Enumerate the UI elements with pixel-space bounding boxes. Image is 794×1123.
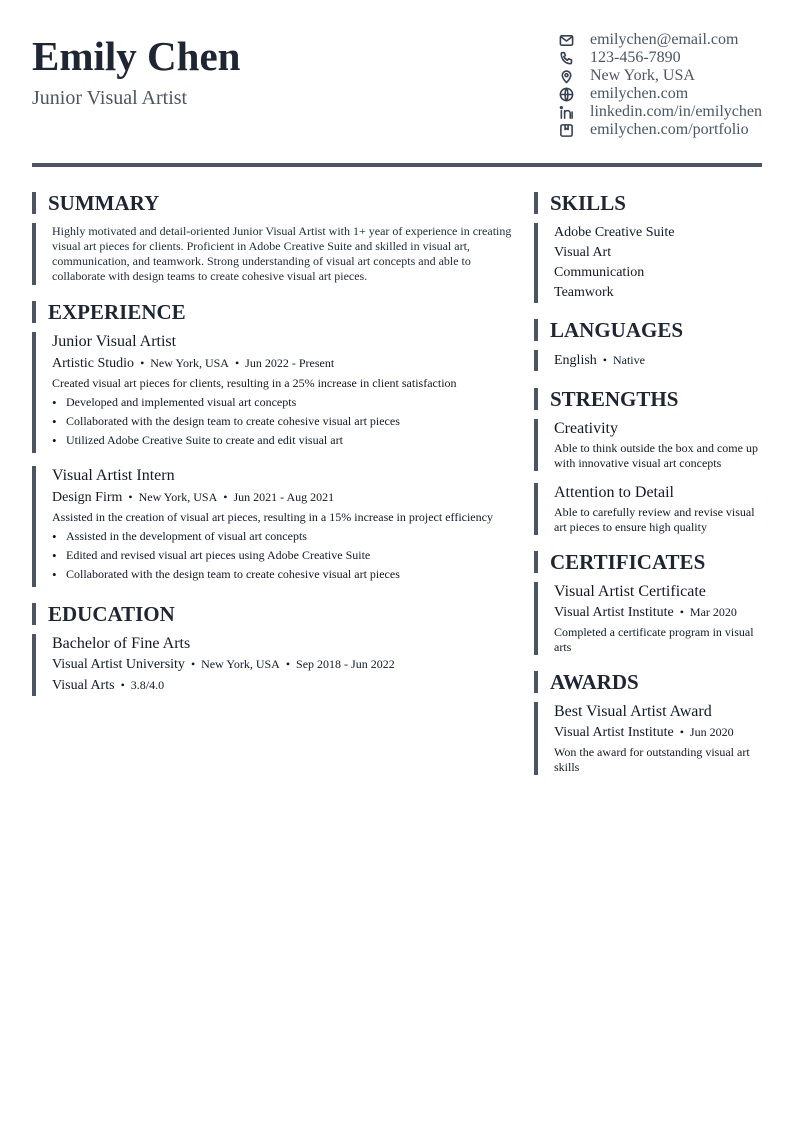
contact-linkedin[interactable]: [557, 103, 762, 121]
language-name: English: [554, 353, 597, 368]
skill-item: Adobe Creative Suite: [554, 225, 675, 240]
separator-dot: •: [140, 356, 145, 370]
separator-dot: •: [602, 353, 607, 367]
company-name: Design Firm: [52, 490, 123, 505]
section-heading: STRENGTHS: [534, 388, 762, 410]
language-level: Native: [612, 353, 645, 367]
list-item: • Edited and revised visual art pieces using Adobe Creative Suite: [52, 546, 512, 565]
education-meta: [52, 654, 512, 675]
resume-page: [32, 0, 762, 774]
job-location: New York, USA: [138, 490, 218, 504]
summary-text: Highly motivated and detail-oriented Junior Visual Artist with 1+ year of experience in creating visual art pieces for clients. Proficient in Adobe Creative Suite and skilled in visual art, communication, and teamwork. Strong understanding of visual art concepts and able to collaborate with design teams to create cohesive visual art pieces.: [52, 224, 512, 283]
education-item: [32, 634, 512, 696]
strength-description: Able to carefully review and revise visual art pieces to ensure high quality: [554, 505, 755, 534]
strength-item: [534, 419, 762, 471]
language-row: [554, 350, 762, 371]
experience-section: [32, 301, 512, 587]
main-column: [32, 192, 512, 696]
award-description: Won the award for outstanding visual art skills: [554, 745, 750, 774]
skill-item: Teamwork: [554, 285, 614, 300]
award-issuer: Visual Artist Institute: [554, 725, 674, 740]
skill-item: Communication: [554, 265, 645, 280]
separator-dot: •: [190, 657, 196, 671]
degree-title: Bachelor of Fine Arts: [52, 635, 191, 652]
section-heading: EXPERIENCE: [32, 301, 512, 323]
award-item: [534, 702, 762, 775]
candidate-name: Emily Chen: [32, 33, 241, 79]
strength-title: Creativity: [554, 420, 618, 437]
section-heading: AWARDS: [534, 671, 762, 693]
summary-body: [32, 223, 512, 285]
language-item: [534, 350, 762, 371]
field-of-study: Visual Arts: [52, 678, 115, 693]
job-meta: [52, 353, 512, 374]
list-item: • Collaborated with the design team to create cohesive visual art pieces: [52, 412, 512, 431]
contact-website-text: emilychen.com: [590, 85, 689, 102]
school-location: New York, USA: [201, 657, 280, 671]
globe-icon: [557, 85, 575, 103]
phone-icon: [557, 49, 575, 67]
contact-phone[interactable]: [557, 49, 762, 67]
languages-section: [534, 319, 762, 371]
strength-description: Able to think outside the box and come up with innovative visual art concepts: [554, 441, 758, 470]
separator-dot: •: [679, 605, 684, 619]
linkedin-icon: [557, 103, 575, 121]
section-heading: EDUCATION: [32, 603, 512, 625]
strength-item: [534, 483, 762, 535]
school-name: Visual Artist University: [52, 657, 185, 672]
job-location: New York, USA: [150, 356, 229, 370]
education-dates: Sep 2018 - Jun 2022: [296, 657, 395, 671]
location-pin-icon: [557, 67, 575, 85]
skills-section: [534, 192, 762, 303]
award-title: Best Visual Artist Award: [554, 703, 712, 720]
separator-dot: •: [285, 657, 291, 671]
contact-portfolio-text: emilychen.com/portfolio: [590, 121, 749, 138]
strengths-section: [534, 388, 762, 535]
skills-list: [534, 223, 762, 303]
header-divider: [32, 163, 762, 167]
job-dates: Jun 2022 - Present: [245, 356, 335, 370]
list-item: • Developed and implemented visual art concepts: [52, 393, 512, 412]
resume-header: [32, 0, 762, 165]
certificate-title: Visual Artist Certificate: [554, 583, 706, 600]
contact-linkedin-text: linkedin.com/in/emilychen: [590, 103, 762, 120]
experience-item: [32, 466, 512, 587]
section-heading: SKILLS: [534, 192, 762, 214]
certificate-item: [534, 582, 762, 655]
awards-section: [534, 671, 762, 775]
certificate-issuer: Visual Artist Institute: [554, 605, 674, 620]
contact-email[interactable]: [557, 31, 762, 49]
separator-dot: •: [120, 678, 125, 692]
education-field-row: [52, 675, 512, 696]
summary-section: [32, 192, 512, 285]
list-item: • Utilized Adobe Creative Suite to create and edit visual art: [52, 431, 512, 450]
job-description: Assisted in the creation of visual art pieces, resulting in a 15% increase in project efficiency: [52, 510, 493, 524]
strength-title: Attention to Detail: [554, 484, 674, 501]
certificate-date: Mar 2020: [689, 605, 737, 619]
gpa-value: 3.8/4.0: [130, 678, 165, 692]
company-name: Artistic Studio: [52, 356, 135, 371]
certificate-meta: [554, 602, 762, 623]
contact-phone-text: 123-456-7890: [590, 49, 681, 66]
list-item: • Assisted in the development of visual art concepts: [52, 527, 512, 546]
side-column: [534, 192, 762, 775]
certificate-description: Completed a certificate program in visual arts: [554, 625, 754, 654]
job-bullets: [52, 527, 512, 584]
job-title: Junior Visual Artist: [52, 333, 177, 350]
job-bullets: [52, 393, 512, 450]
job-title: Visual Artist Intern: [52, 467, 175, 484]
contact-portfolio[interactable]: [557, 121, 762, 139]
contact-location: [557, 67, 762, 85]
section-heading: SUMMARY: [32, 192, 512, 214]
award-date: Jun 2020: [689, 725, 734, 739]
certificates-section: [534, 551, 762, 655]
skill-item: Visual Art: [554, 245, 612, 260]
contact-list: [557, 31, 762, 139]
portfolio-icon: [557, 121, 575, 139]
award-meta: [554, 722, 762, 743]
contact-website[interactable]: [557, 85, 762, 103]
mail-icon: [557, 31, 575, 49]
education-section: [32, 603, 512, 696]
separator-dot: •: [223, 490, 228, 504]
contact-location-text: New York, USA: [590, 67, 695, 84]
candidate-title: Junior Visual Artist: [32, 87, 188, 109]
job-dates: Jun 2021 - Aug 2021: [233, 490, 335, 504]
job-meta: [52, 487, 512, 508]
experience-item: [32, 332, 512, 453]
contact-email-text: emilychen@email.com: [590, 31, 739, 48]
separator-dot: •: [128, 490, 133, 504]
job-description: Created visual art pieces for clients, resulting in a 25% increase in client satisfaction: [52, 376, 457, 390]
section-heading: LANGUAGES: [534, 319, 762, 341]
separator-dot: •: [234, 356, 240, 370]
separator-dot: •: [679, 725, 684, 739]
section-heading: CERTIFICATES: [534, 551, 762, 573]
list-item: • Collaborated with the design team to create cohesive visual art pieces: [52, 565, 512, 584]
